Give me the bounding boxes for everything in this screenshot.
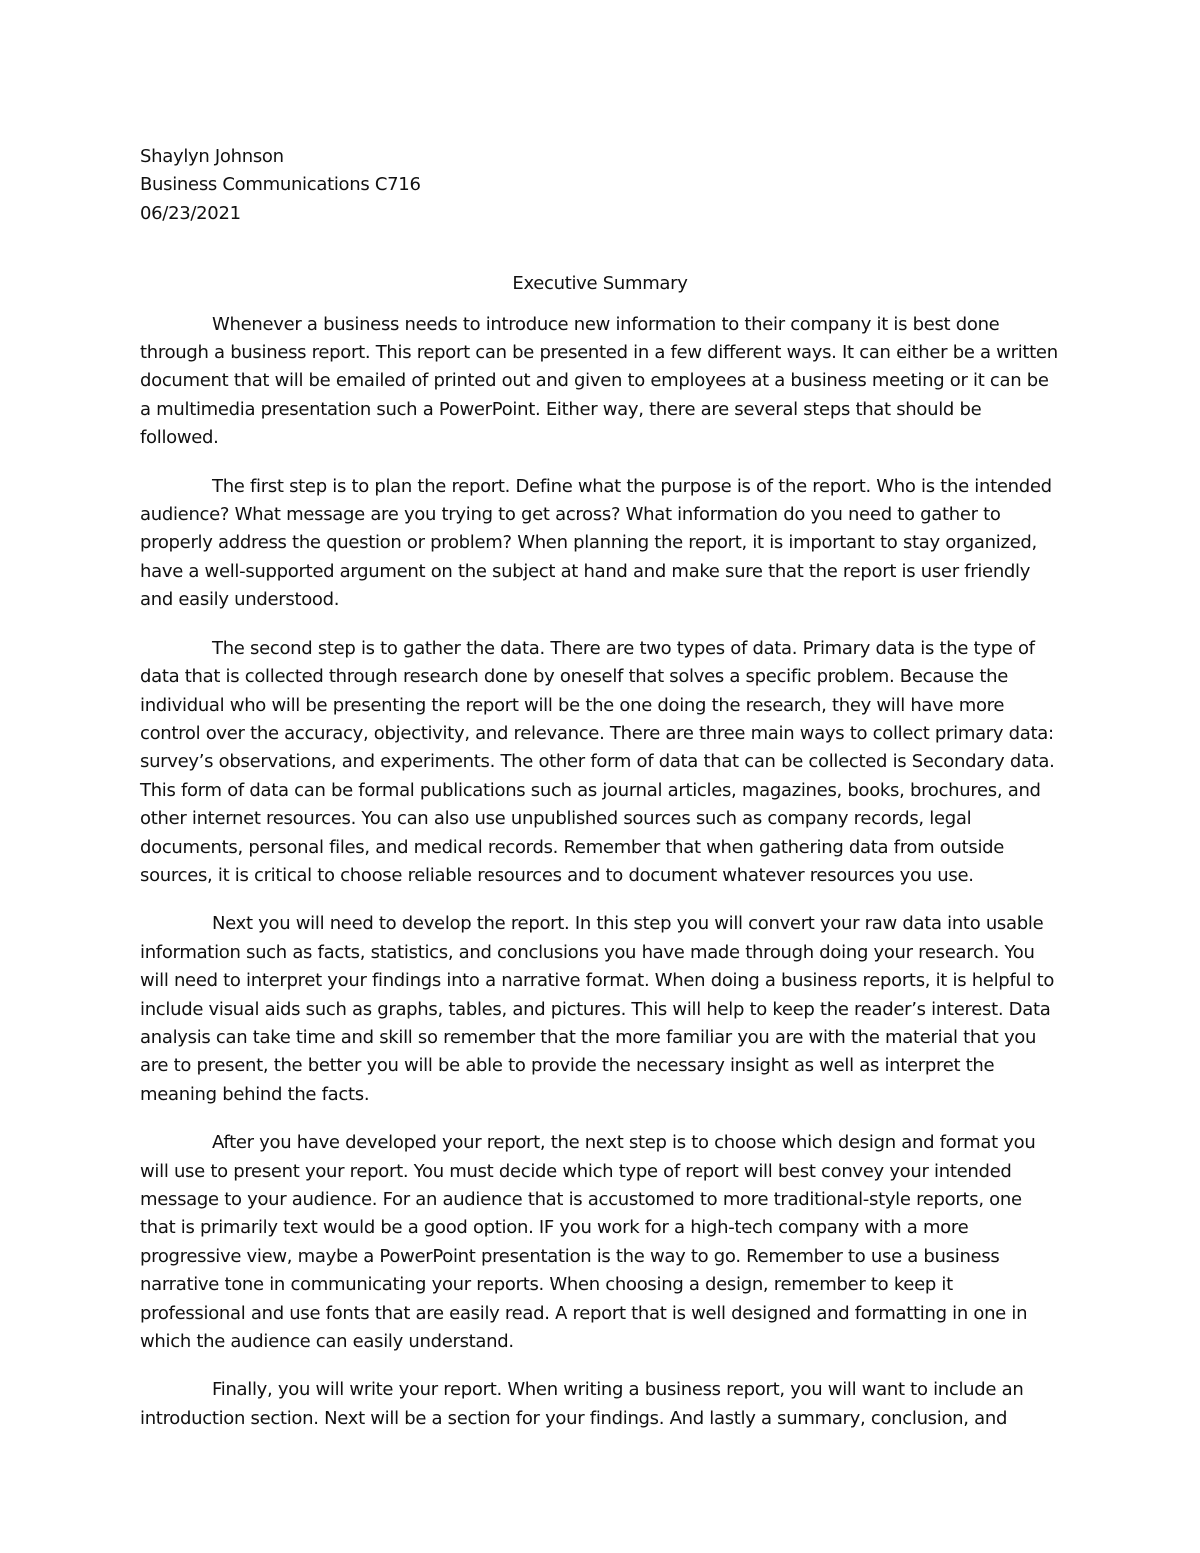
document-title: Executive Summary (512, 273, 688, 295)
document-date: 06/23/2021 (140, 202, 241, 224)
course-name: Business Communications C716 (140, 174, 421, 196)
paragraph-intro: Whenever a business needs to introduce new information to their company it is best done through a business report. This report can be presented in a few different ways. It can either be a written document that will be emailed of printed out and given to employees at a business meeting or it can be a multimedia presentation such a PowerPoint. Either way, there are several steps that should be followed. (140, 313, 1058, 449)
paragraph-plan: The first step is to plan the report. Define what the purpose is of the report. Who is the intended audience? What message are you trying to get across? What information do you need to gather to properly address the question or problem? When planning the report, it is important to stay organized, have a well-supported argument on the subject at hand and make sure that the report is user friendly and easily understood. (140, 475, 1052, 611)
paragraph-design: After you have developed your report, the next step is to choose which design and format you will use to present your report. You must decide which type of report will best convey your intended message to your audience. For an audience that is accustomed to more traditional-style reports, one that is primarily text would be a good option. IF you work for a high-tech company with a more progressive view, maybe a PowerPoint presentation is the way to go. Remember to use a business narrative tone in communicating your reports. When choosing a design, remember to keep it professional and use fonts that are easily read. A report that is well designed and formatting in one in which the audience can easily understand. (140, 1132, 1036, 1353)
paragraph-gather: The second step is to gather the data. There are two types of data. Primary data is the type of data that is collected through research done by oneself that solves a specific problem. Because the individual who will be presenting the report will be the one doing the research, they will have more control over the accuracy, objectivity, and relevance. There are three main ways to collect primary data: survey’s observations, and experiments. The other form of data that can be collected is Secondary data. This form of data can be formal publications such as journal articles, magazines, books, brochures, and other internet resources. You can also use unpublished sources such as company records, legal documents, personal files, and medical records. Remember that when gathering data from outside sources, it is critical to choose reliable resources and to document whatever resources you use. (140, 637, 1055, 886)
author-name: Shaylyn Johnson (140, 146, 284, 167)
paragraph-write: Finally, you will write your report. When writing a business report, you will want to include an introduction section. Next will be a section for your findings. And lastly a summary, conclusion, and (140, 1379, 1024, 1429)
document-body (140, 143, 1060, 1453)
paragraph-develop: Next you will need to develop the report. In this step you will convert your raw data into usable information such as facts, statistics, and conclusions you have made through doing your research. You will need to interpret your findings into a narrative format. When doing a business reports, it is helpful to include visual aids such as graphs, tables, and pictures. This will help to keep the reader’s interest. Data analysis can take time and skill so remember that the more familiar you are with the material that you are to present, the better you will be able to provide the necessary insight as well as interpret the meaning behind the facts. (140, 913, 1055, 1105)
